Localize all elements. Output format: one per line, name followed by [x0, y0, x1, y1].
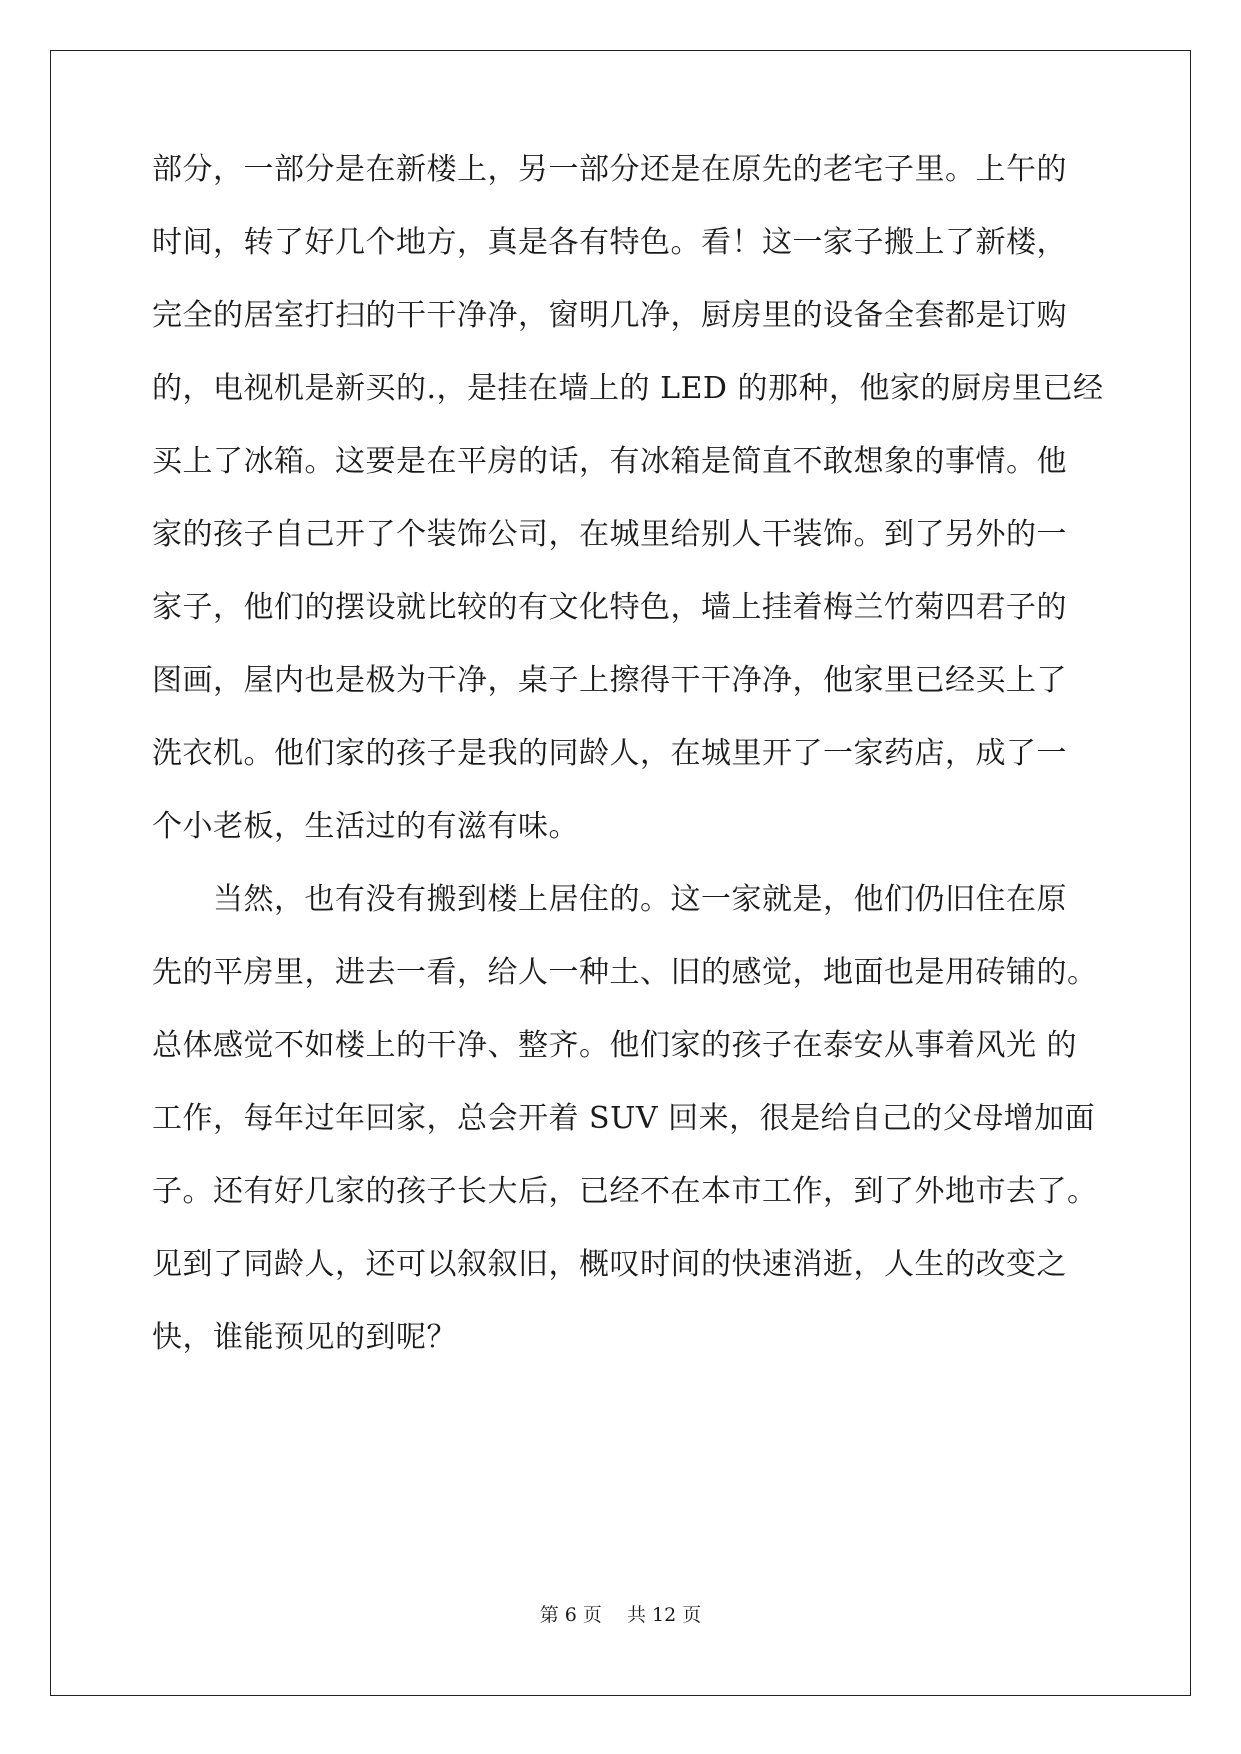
text-line: 先的平房里，进去一看，给人一种土、旧的感觉，地面也是用砖铺的。 [152, 955, 1098, 990]
text-line: 子。还有好几家的孩子长大后，已经不在本市工作，到了外地市去了。 [152, 1174, 1098, 1209]
text-line: 的，电视机是新买的.，是挂在墙上的 LED 的那种，他家的厨房里已经 [152, 371, 1104, 406]
text-line: 买上了冰箱。这要是在平房的话，有冰箱是简直不敢想象的事情。他 [152, 444, 1067, 479]
page-number: 第 6 页 共 12 页 [539, 1604, 702, 1626]
text-line: 时间，转了好几个地方，真是各有特色。看！这一家子搬上了新楼， [152, 225, 1067, 260]
text-line: 当然，也有没有搬到楼上居住的。这一家就是，他们仍旧住在原 [152, 882, 1067, 917]
text-line: 完全的居室打扫的干干净净，窗明几净，厨房里的设备全套都是订购 [152, 298, 1067, 333]
text-line: 个小老板，生活过的有滋有味。 [152, 809, 579, 844]
text-line: 洗衣机。他们家的孩子是我的同龄人，在城里开了一家药店，成了一 [152, 736, 1067, 771]
text-line: 家的孩子自己开了个装饰公司，在城里给别人干装饰。到了另外的一 [152, 517, 1067, 552]
text-line: 快，谁能预见的到呢？ [152, 1320, 457, 1355]
text-line: 家子，他们的摆设就比较的有文化特色，墙上挂着梅兰竹菊四君子的 [152, 590, 1067, 625]
text-line: 见到了同龄人，还可以叙叙旧，概叹时间的快速消逝，人生的改变之 [152, 1247, 1067, 1282]
page-footer [0, 1600, 1241, 1627]
text-line: 部分，一部分是在新楼上，另一部分还是在原先的老宅子里。上午的 [152, 152, 1067, 187]
text-line: 图画，屋内也是极为干净，桌子上擦得干干净净，他家里已经买上了 [152, 663, 1067, 698]
text-line: 总体感觉不如楼上的干净、整齐。他们家的孩子在泰安从事着风光 的 [152, 1028, 1078, 1063]
text-line: 工作，每年过年回家，总会开着 SUV 回来，很是给自己的父母增加面 [152, 1101, 1096, 1136]
